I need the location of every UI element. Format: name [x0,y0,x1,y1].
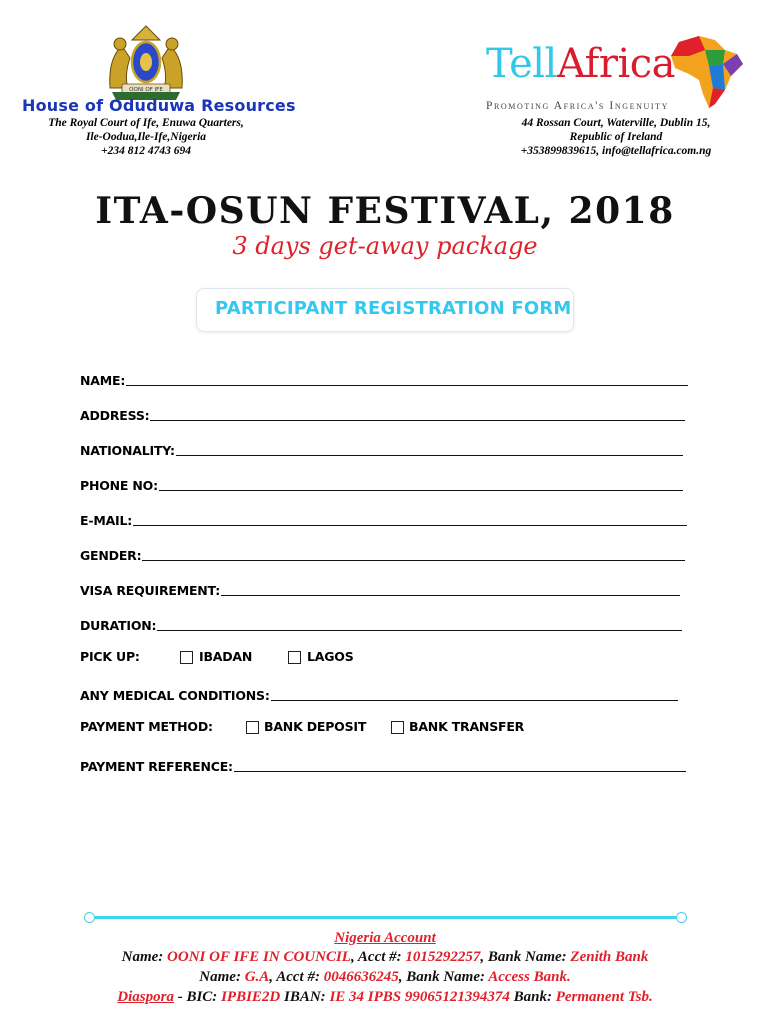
organization-name: House of Oduduwa Resources [22,96,296,115]
gender-field[interactable] [80,543,685,563]
form-title: PARTICIPANT REGISTRATION FORM [215,298,572,319]
payment-method-label: PAYMENT METHOD: [80,719,213,734]
payment-reference-line[interactable] [234,771,686,772]
nationality-field[interactable] [80,438,683,458]
bank-value: Permanent Tsb. [555,989,653,1005]
phone-line[interactable] [159,490,683,491]
footer-line-1 [0,948,770,967]
l2-name: G.A [244,969,270,985]
visa-label: VISA REQUIREMENT: [80,583,220,598]
org-address-line-1: The Royal Court of Ife, Enuwa Quarters, [48,117,244,129]
payment-method-row [80,719,680,739]
iban-value: IE 34 IPBS 99065121394374 [329,989,510,1005]
l1-name-label: Name: [121,949,168,965]
festival-subtitle: 3 days get-away package [232,232,538,260]
festival-title: ITA-OSUN FESTIVAL, 2018 [95,190,675,232]
name-label: NAME: [80,373,126,388]
form-title-box [196,288,574,332]
address-label: ADDRESS: [80,408,150,423]
nationality-label: NATIONALITY: [80,443,175,458]
footer-line-3 [0,988,770,1007]
tell-address-line-1: 44 Rossan Court, Waterville, Dublin 15, [521,117,711,129]
phone-field[interactable] [80,473,683,493]
crest-text: OONI OF IFE [129,87,163,93]
org-phone: +234 812 4743 694 [101,145,191,157]
bank-deposit-label: BANK DEPOSIT [264,719,367,734]
iban-label: IBAN: [280,989,330,1005]
l1-acct: 1015292257 [405,949,481,965]
royal-crest-logo [100,18,192,102]
name-field[interactable] [80,368,688,388]
medical-label: ANY MEDICAL CONDITIONS: [80,688,270,703]
address-field[interactable] [80,403,685,423]
phone-label: PHONE NO: [80,478,158,493]
medical-field[interactable] [80,683,678,703]
l1-acct-label: , Acct #: [350,949,406,965]
payment-reference-field[interactable] [80,754,686,774]
divider-left-dot [84,912,95,923]
bank-deposit-checkbox[interactable] [246,721,259,734]
tell-address-line-2: Republic of Ireland [569,131,663,143]
africa-map-icon [665,28,747,110]
l1-name: OONI OF IFE IN COUNCIL [167,949,351,965]
bank-transfer-label: BANK TRANSFER [409,719,525,734]
visa-field[interactable] [80,578,680,598]
diaspora-label: Diaspora [117,989,174,1005]
bic-value: IPBIE2D [221,989,281,1005]
bank-label: Bank: [509,989,556,1005]
l2-bank: Access Bank. [488,969,571,985]
tagline: Promoting Africa's Ingenuity [486,100,669,112]
l2-acct-label: , Acct #: [269,969,324,985]
l1-bank: Zenith Bank [570,949,649,965]
tell-contact: +353899839615, info@tellafrica.com.ng [520,145,712,157]
org-address-line-2: Ile-Oodua,Ile-Ife,Nigeria [85,131,207,143]
l1-bank-label: , Bank Name: [480,949,571,965]
footer-divider [88,916,682,919]
visa-line[interactable] [221,595,680,596]
duration-label: DURATION: [80,618,157,633]
bic-label: - BIC: [173,989,222,1005]
logo-part-africa: Africa [556,41,675,87]
l2-acct: 0046636245 [323,969,399,985]
email-field[interactable] [80,508,687,528]
logo-part-tell: Tell [486,41,557,87]
address-line[interactable] [150,420,685,421]
nigeria-account-heading: Nigeria Account [334,930,436,946]
pickup-row [80,649,680,669]
ibadan-label: IBADAN [199,649,253,664]
email-line[interactable] [133,525,687,526]
bank-transfer-checkbox[interactable] [391,721,404,734]
lagos-label: LAGOS [307,649,354,664]
divider-right-dot [676,912,687,923]
ibadan-checkbox[interactable] [180,651,193,664]
duration-field[interactable] [80,613,682,633]
name-line[interactable] [126,385,688,386]
l2-bank-label: , Bank Name: [398,969,489,985]
duration-line[interactable] [157,630,682,631]
l2-name-label: Name: [199,969,245,985]
payment-reference-label: PAYMENT REFERENCE: [80,759,233,774]
email-label: E-MAIL: [80,513,133,528]
footer-heading [0,929,770,948]
lagos-checkbox[interactable] [288,651,301,664]
gender-label: GENDER: [80,548,142,563]
pickup-label: PICK UP: [80,649,140,664]
tellafrica-logo [486,42,675,86]
footer-line-2 [0,968,770,987]
medical-line[interactable] [271,700,678,701]
gender-line[interactable] [142,560,685,561]
nationality-line[interactable] [176,455,683,456]
